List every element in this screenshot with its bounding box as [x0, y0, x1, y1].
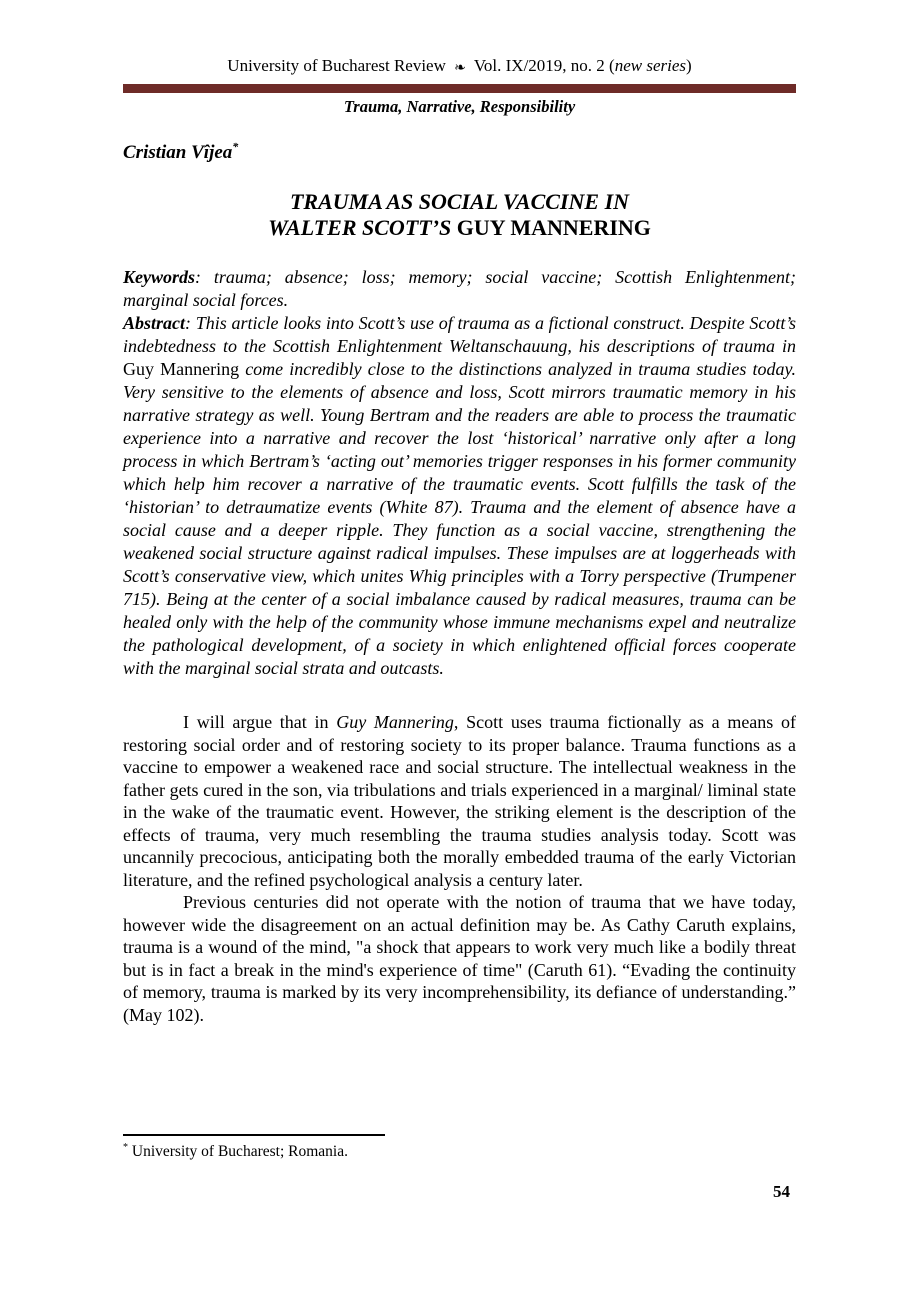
issue-theme: Trauma, Narrative, Responsibility [343, 97, 576, 116]
keywords-paragraph [123, 266, 796, 312]
journal-volume: Vol. IX/2019, no. 2 ( [473, 56, 615, 75]
title-line-2-roman: GUY MANNERING [456, 215, 651, 240]
body-p1-text-2: , Scott uses trauma fictionally as a means of restoring social order and of restoring society to its proper balance. Trauma functions as a vaccine to empower a weakened race and social structure. The intellectual weakness in the father gets cured in the son, via tribulations and trials experienced in a marginal/ liminal state in the wake of the traumatic event. However, the striking element is the description of the effects of trauma, very much resembling the trauma studies analysis today. Scott was uncannily precocious, anticipating both the morally embedded trauma of the early Victorian literature, and the refined psychological analysis a century later. [123, 712, 797, 890]
journal-series: new series [614, 56, 687, 75]
article-title [123, 189, 796, 241]
footnote-marker: * [123, 1141, 128, 1153]
title-line-2-italic: WALTER SCOTT’S [268, 215, 452, 240]
abstract-label: Abstract [123, 313, 186, 333]
body-p1-text-1: I will argue that in [183, 712, 337, 732]
abstract-text-1: : This article looks into Scott’s use of trauma as a fictional construct. Despite Scott’s indebtedness to the Scottish Enlightenment Weltanschauung, his descriptions of trauma in [123, 313, 796, 356]
abstract-book-title: Guy Mannering [123, 359, 240, 379]
author-footnote-marker: * [232, 139, 239, 154]
footnote-text: University of Bucharest; Romania. [131, 1143, 348, 1160]
author-name [123, 139, 796, 164]
abstract-text-2: come incredibly close to the distinctions analyzed in trauma studies today. Very sensitive to the elements of absence and loss, Scott mirrors traumatic memory in his narrative strategy as well. Young Bertram and the readers are able to process the traumatic experience into a narrative and recover the lost ‘historical’ narrative only after a long process in which Bertram’s ‘acting out’ memories trigger responses in his former community which help him recover a narrative of the traumatic events. Scott fulfills the task of the ‘historian’ to detraumatize events (White 87). Trauma and the element of absence have a social cause and a deeper ripple. They function as a social vaccine, strengthening the weakened social structure against radical impulses. These impulses are at loggerheads with Scott’s conservative view, which unites Whig principles with a Torry perspective (Trumpener 715). Being at the center of a social imbalance caused by radical measures, trauma can be healed only with the help of the community whose immune mechanisms expel and neutralize the pathological development, of a society in which enlightened official forces cooperate with the marginal social strata and outcasts. [123, 359, 796, 678]
fleuron-ornament-icon: ❧ [454, 61, 466, 76]
title-line-1: TRAUMA AS SOCIAL VACCINE IN [289, 189, 630, 214]
abstract-paragraph [123, 312, 796, 680]
header-rule-bar [123, 84, 796, 93]
keywords-label: Keywords [123, 267, 195, 287]
footnote-area [123, 1134, 796, 1161]
footnote [123, 1143, 796, 1161]
body-p1-book-title: Guy Mannering [336, 712, 454, 732]
author-name-text: Cristian Vîjea [123, 142, 233, 163]
keywords-text: : trauma; absence; loss; memory; social vaccine; Scottish Enlightenment; marginal social forces. [123, 267, 796, 310]
journal-close-paren: ) [686, 56, 692, 75]
text-block [123, 55, 796, 1026]
body-paragraph-1 [123, 711, 796, 891]
footnote-separator [123, 1134, 385, 1136]
journal-header [123, 55, 796, 80]
body-paragraph-2: Previous centuries did not operate with the notion of trauma that we have today, however wide the disagreement on an actual definition may be. As Cathy Caruth explains, trauma is a wound of the mind, "a shock that appears to work very much like a bodily threat but is in fact a break in the mind's experience of time" (Caruth 61). “Evading the continuity of memory, trauma is marked by its very incomprehensibility, its defiance of understanding.” (May 102). [123, 892, 796, 1025]
page-number: 54 [773, 1182, 790, 1201]
journal-name: University of Bucharest Review [227, 56, 446, 75]
